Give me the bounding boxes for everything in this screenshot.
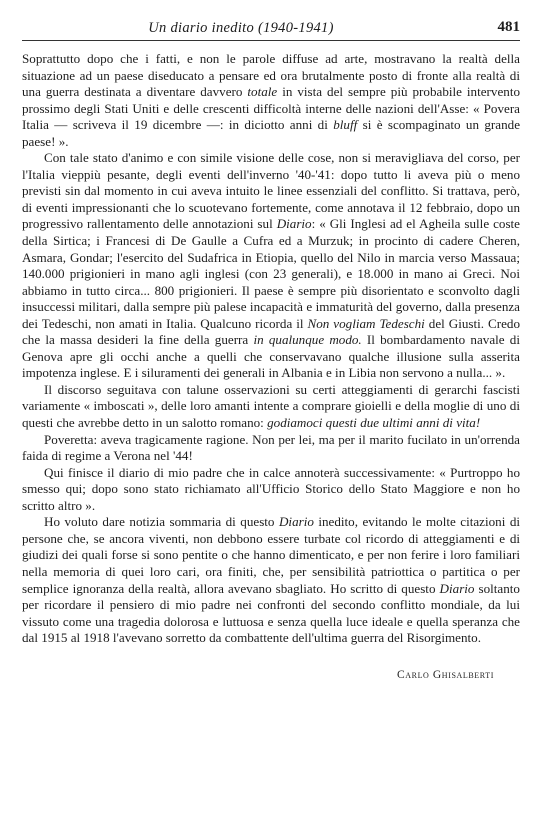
text-run: in vista del sempre più probabile intervento prossimo degli Stati Uniti e delle crescenti difficoltà interne delle nazioni dell'Asse: « Povera Italia — scriveva il 19 dicembre —: in diciotto anni di	[22, 84, 521, 133]
text-run: Poveretta: aveva tragicamente ragione. Non per lei, ma per il marito fucilato in un'orrenda faida di regime a Verona nel '44!	[22, 431, 520, 464]
text-run: Il discorso seguitava con talune osservazioni su certi atteggiamenti di gerarchi fascisti variamente « imboscati », delle loro amanti intente a comprare gioielli e della moglie di uno di questi che avrebbe detto in un salotto romano:	[22, 381, 520, 431]
italic-text-run: Diario	[278, 514, 314, 530]
running-header	[22, 18, 520, 41]
article-body	[22, 51, 520, 647]
text-run: Qui finisce il diario di mio padre che in calce annoterà successivamente: « Purtroppo ho smesso qui; dopo sono stato richiamato all'Ufficio Storico dello Stato Maggiore e non ho scritto altro ».	[22, 464, 520, 513]
text-run: Il bombardamento navale di Genova apre gli occhi anche a quelli che conservavano qualche illusione sulla asserita impotenza inglese. E i siluramenti dei generali in Albania e in Libia non servono a nulla... ».	[22, 332, 520, 381]
text-run: Ho voluto dare notizia sommaria di questo	[44, 514, 279, 530]
italic-text-run: in qualunque modo.	[253, 332, 362, 348]
text-run: si è scompaginato un grande paese! ».	[22, 117, 521, 149]
author-signature: Carlo Ghisalberti	[396, 668, 494, 681]
text-run: soltanto per ricordare il pensiero di mio padre nei confronti del secondo conflitto mondiale, da lui vissuto come una tragedia dolorosa e luttuosa e senza quella luce ideale e quella speranza che dal 1915 al 1918 l'avevano sorretto da combattente dell'ultima guerra del Risorgimento.	[22, 580, 520, 646]
text-run: inedito, evitando le molte citazioni di persone che, se ancora viventi, non debbono essere turbate col ricordo di atteggiamenti e di giudizi dei quali forse si sono pentite o che hanno dimenticato, e per non ferire i loro familiari nella memoria di quei loro cari, ora finiti, che, per sensibilità patriottica o partitica o per semplice ignoranza della realtà, allora avevano sbagliato. Ho scritto di questo	[22, 514, 521, 596]
italic-text-run: bluff	[333, 117, 358, 133]
paragraph	[22, 514, 520, 646]
text-run: del Giusti. Credo che la massa desideri la fine della guerra	[22, 315, 520, 348]
italic-text-run: Non vogliam Tedeschi	[307, 315, 425, 331]
paragraph	[22, 432, 520, 465]
italic-text-run: Diario	[276, 216, 312, 232]
paragraph	[22, 150, 520, 382]
page-number: 481	[497, 19, 520, 35]
text-run: : « Gli Inglesi ad el Agheila sulle coste della Sirtica; i Francesi di De Gaulle a Cufra ed a Murzuk; in procinto di cadere Cheren, Asmara, Gondar; l'esercito del Sudafrica in Etiopia, quello del Nilo in marcia verso Massaua; 140.000 prigionieri in mano agli inglesi (con 23 generali), e 18.000 in mano ai Greci. Noi abbiamo in tutto circa... 800 prigionieri. Il paese è sempre più disorientato e sconvolto dagli insuccessi militari, dalla sempre più palese incapacità e immaturità del governo, dalla presenza dei Tedeschi, non amati in Italia. Qualcuno ricorda il	[22, 216, 520, 331]
document-page	[22, 18, 520, 818]
paragraph	[22, 465, 520, 515]
running-title: Un diario inedito (1940-1941)	[148, 20, 334, 36]
paragraph	[22, 51, 520, 150]
paragraph	[22, 382, 520, 432]
text-run: Con tale stato d'animo e con simile visione delle cose, non si meravigliava del corso, per l'Italia vieppiù pesante, degli eventi dell'inverno '40-'41: dopo tutto li aveva più o meno previsti sin dal momento in cui aveva intuito le linee essenziali del conflitto. Si trattava, però, di eventi impressionanti che lo scuotevano fortemente, come annotava il 12 febbraio, dopo un progressivo rallentamento delle annotazioni sul	[22, 150, 520, 232]
italic-text-run: godiamoci questi due ultimi anni di vita!	[267, 415, 481, 431]
text-run: Soprattutto dopo che i fatti, e non le parole diffuse ad arte, mostravano la realtà della situazione ad un paese diseducato a pensare ed ora brutalmente posto di fronte alla realtà di una guerra destinata a diventare davvero	[22, 51, 520, 100]
italic-text-run: Diario	[439, 580, 475, 596]
italic-text-run: totale	[247, 84, 278, 100]
